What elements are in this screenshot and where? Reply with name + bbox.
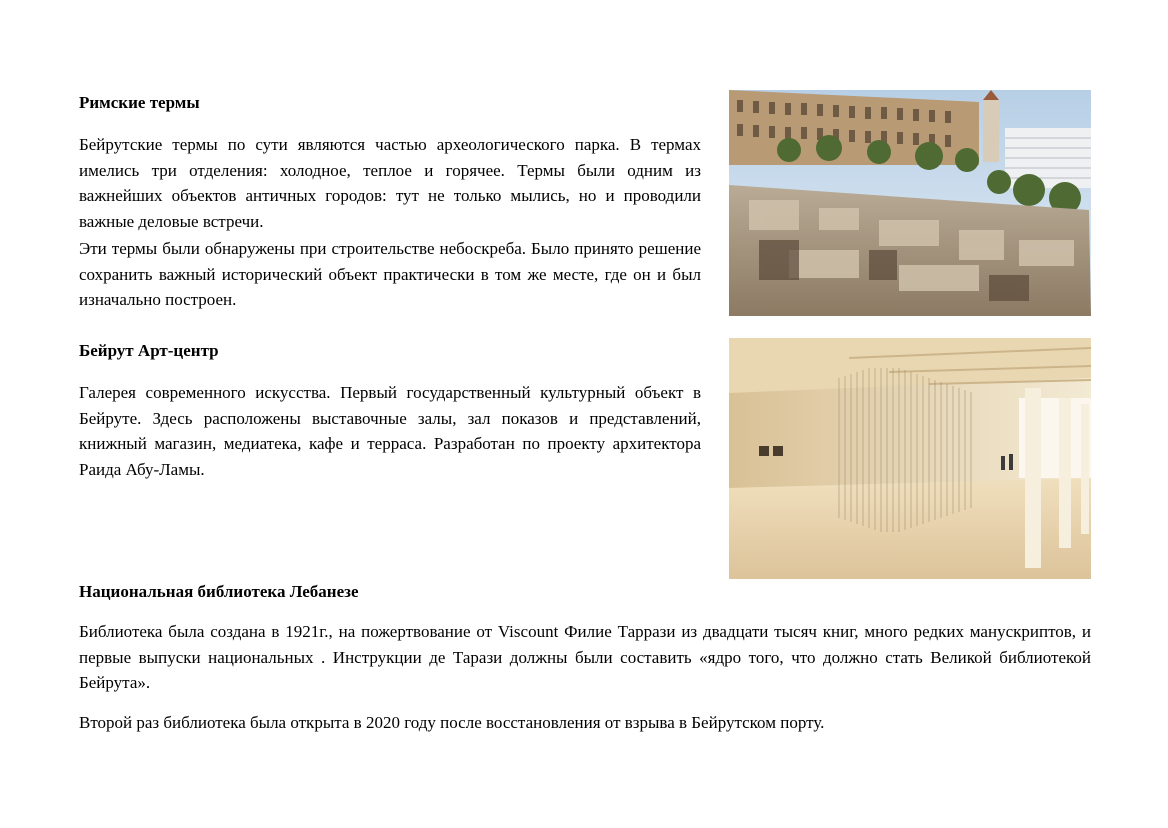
roman-baths-paragraph-2: Эти термы были обнаружены при строительстве небоскреба. Было принято решение сохранить важный исторический объект практически в том же месте, где он и был изначально построен. — [79, 239, 701, 310]
roman-baths-photo — [729, 90, 1091, 316]
library-paragraph-2: Второй раз библиотека была открыта в 2020 году после восстановления от взрыва в Бейрутском порту. — [79, 713, 825, 732]
art-center-paragraph: Галерея современного искусства. Первый государственный культурный объект в Бейруте. Здесь расположены выставочные залы, зал показов и представлений, книжный магазин, медиатека, кафе и терраса. Разработан по проекту архитектора Раида Абу-Ламы. — [79, 383, 701, 480]
section-heading-roman-baths: Римские термы — [79, 93, 200, 112]
library-paragraph-1: Библиотека была создана в 1921г., на пожертвование от Viscount Филие Таррази из двадцати тысяч книг, много редких манускриптов, и первые выпуски национальных . Инструкции де Тарази должны были составить «ядро того, что должно стать Великой библиотекой Бейрута». — [79, 622, 1091, 693]
roman-baths-paragraph-1: Бейрутские термы по сути являются частью археологического парка. В термах имелись три отделения: холодное, теплое и горячее. Термы были одним из важнейших объектов античных городов: тут не только мылись, но и проводили важные деловые встречи. — [79, 135, 701, 232]
section-heading-national-library: Национальная библиотека Лебанезе — [79, 582, 359, 601]
section-heading-art-center: Бейрут Арт-центр — [79, 341, 219, 360]
art-center-photo — [729, 338, 1091, 579]
